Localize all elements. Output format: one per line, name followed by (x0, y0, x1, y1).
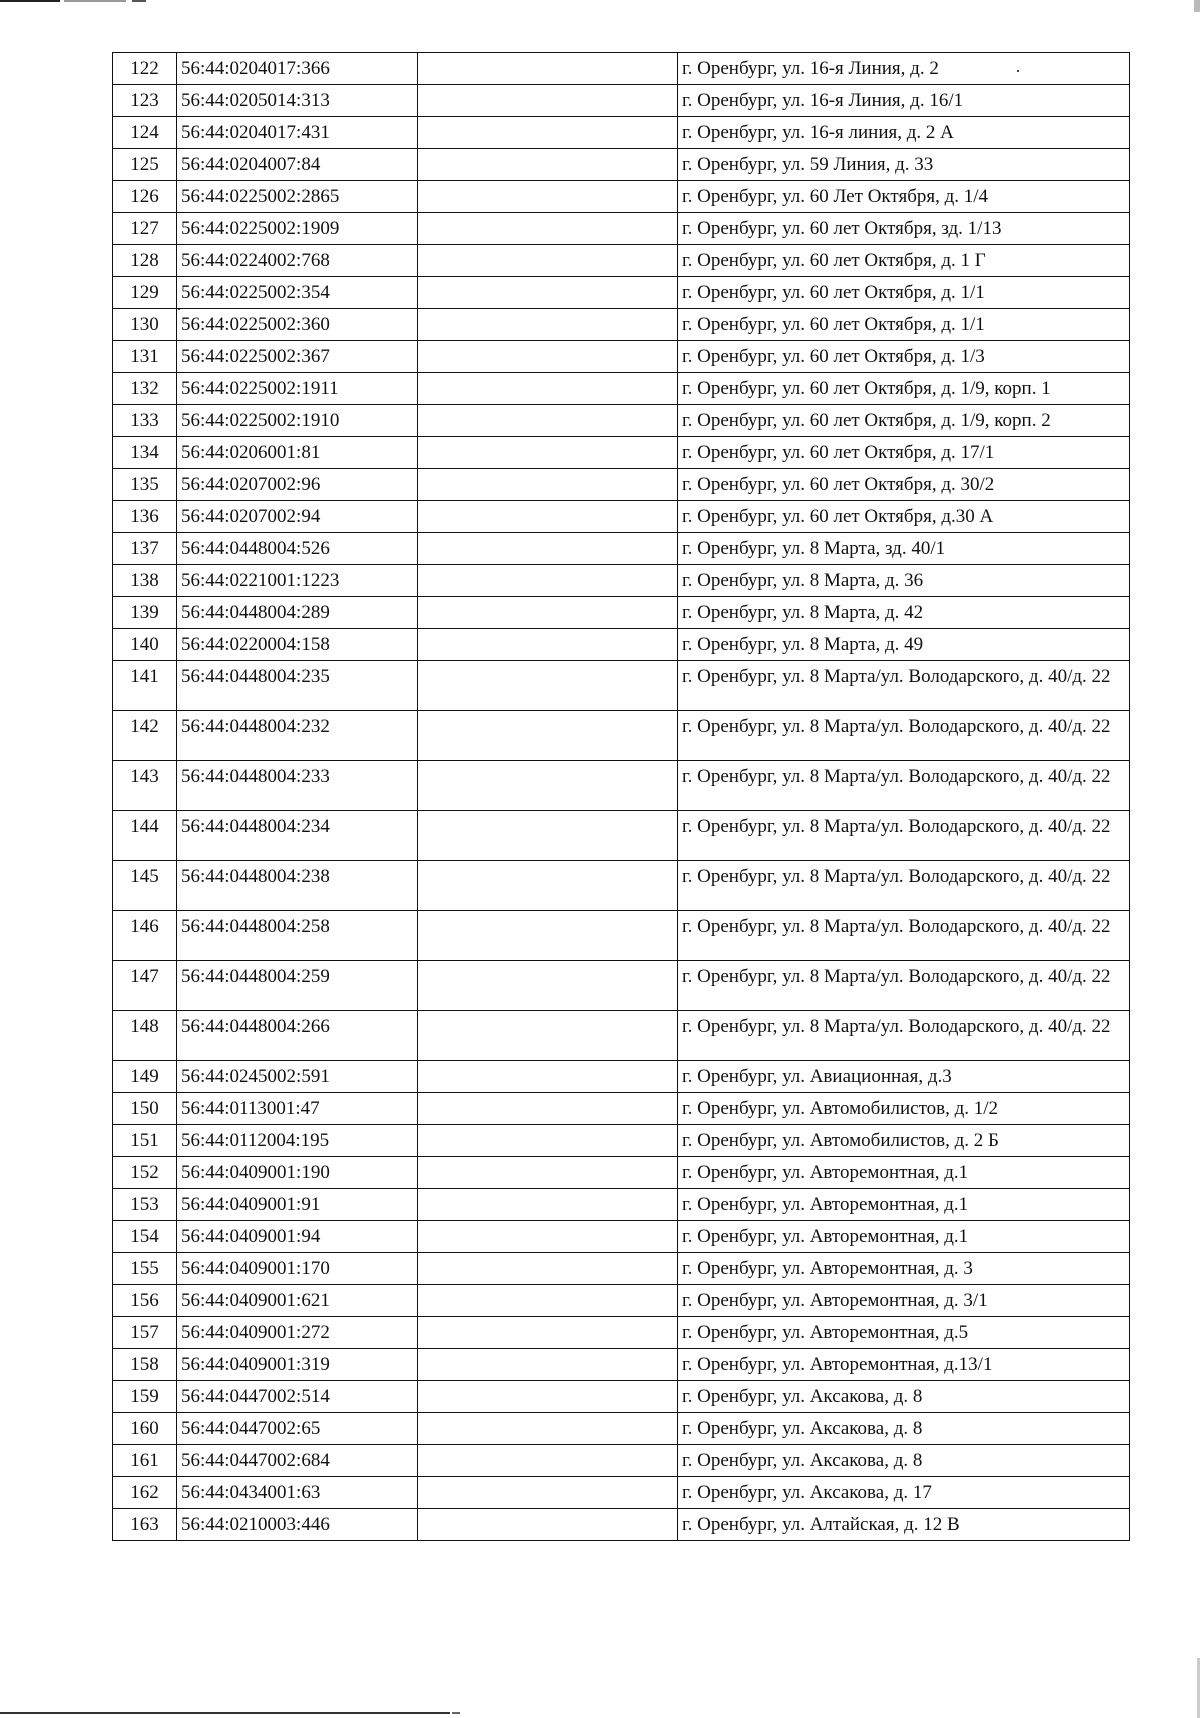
table-row (113, 341, 1130, 373)
row-number-cell: 141 (113, 661, 177, 711)
address-cell: г. Оренбург, ул. Аксакова, д. 8 (678, 1381, 1130, 1413)
table-row (113, 1125, 1130, 1157)
empty-cell (418, 1253, 678, 1285)
empty-cell (418, 373, 678, 405)
table-row (113, 533, 1130, 565)
empty-cell (418, 1221, 678, 1253)
address-cell: г. Оренбург, ул. Автомобилистов, д. 2 Б (678, 1125, 1130, 1157)
address-cell: г. Оренбург, ул. Авторемонтная, д.13/1 (678, 1349, 1130, 1381)
row-number-cell: 140 (113, 629, 177, 661)
empty-cell (418, 811, 678, 861)
address-cell: г. Оренбург, ул. Аксакова, д. 8 (678, 1445, 1130, 1477)
empty-cell (418, 117, 678, 149)
table-row (113, 373, 1130, 405)
cadastral-number-cell: 56:44:0225002:354 (177, 277, 418, 309)
cadastral-number-cell: 56:44:0204007:84 (177, 149, 418, 181)
empty-cell (418, 277, 678, 309)
empty-cell (418, 1011, 678, 1061)
table-row (113, 53, 1130, 85)
address-cell: г. Оренбург, ул. 8 Марта/ул. Володарского, д. 40/д. 22 (678, 911, 1130, 961)
row-number-cell: 143 (113, 761, 177, 811)
address-cell: г. Оренбург, ул. 8 Марта/ул. Володарского, д. 40/д. 22 (678, 861, 1130, 911)
table-row (113, 1093, 1130, 1125)
empty-cell (418, 437, 678, 469)
address-cell: г. Оренбург, ул. Аксакова, д. 8 (678, 1413, 1130, 1445)
address-cell: г. Оренбург, ул. 60 лет Октября, д. 1/9, корп. 2 (678, 405, 1130, 437)
empty-cell (418, 1125, 678, 1157)
empty-cell (418, 1317, 678, 1349)
table-row (113, 501, 1130, 533)
empty-cell (418, 861, 678, 911)
address-cell: г. Оренбург, ул. Авиационная, д.3 (678, 1061, 1130, 1093)
row-number-cell: 144 (113, 811, 177, 861)
table-row (113, 1477, 1130, 1509)
row-number-cell: 134 (113, 437, 177, 469)
address-cell: г. Оренбург, ул. 60 лет Октября, зд. 1/13 (678, 213, 1130, 245)
row-number-cell: 135 (113, 469, 177, 501)
cadastral-number-cell: 56:44:0409001:272 (177, 1317, 418, 1349)
table-row (113, 1349, 1130, 1381)
row-number-cell: 155 (113, 1253, 177, 1285)
row-number-cell: 152 (113, 1157, 177, 1189)
table-row (113, 181, 1130, 213)
table-row (113, 761, 1130, 811)
address-cell: г. Оренбург, ул. Авторемонтная, д. 3/1 (678, 1285, 1130, 1317)
row-number-cell: 154 (113, 1221, 177, 1253)
address-cell: г. Оренбург, ул. 16-я Линия, д. 16/1 (678, 85, 1130, 117)
table-row (113, 213, 1130, 245)
address-cell: г. Оренбург, ул. 60 лет Октября, д.30 А (678, 501, 1130, 533)
row-number-cell: 128 (113, 245, 177, 277)
address-cell: г. Оренбург, ул. 60 лет Октября, д. 1 Г (678, 245, 1130, 277)
address-cell: г. Оренбург, ул. 60 лет Октября, д. 17/1 (678, 437, 1130, 469)
cadastral-number-cell: 56:44:0447002:684 (177, 1445, 418, 1477)
row-number-cell: 148 (113, 1011, 177, 1061)
cadastral-number-cell: 56:44:0207002:94 (177, 501, 418, 533)
cadastral-number-cell: 56:44:0447002:65 (177, 1413, 418, 1445)
empty-cell (418, 501, 678, 533)
empty-cell (418, 1445, 678, 1477)
address-cell: г. Оренбург, ул. 16-я линия, д. 2 А (678, 117, 1130, 149)
empty-cell (418, 341, 678, 373)
address-cell: г. Оренбург, ул. 8 Марта, д. 42 (678, 597, 1130, 629)
address-cell: г. Оренбург, ул. Аксакова, д. 17 (678, 1477, 1130, 1509)
row-number-cell: 151 (113, 1125, 177, 1157)
row-number-cell: 157 (113, 1317, 177, 1349)
cadastral-number-cell: 56:44:0448004:526 (177, 533, 418, 565)
table-row (113, 117, 1130, 149)
scan-edge (0, 0, 60, 2)
cadastral-number-cell: 56:44:0448004:259 (177, 961, 418, 1011)
cadastral-number-cell: 56:44:0204017:366 (177, 53, 418, 85)
table-row (113, 911, 1130, 961)
table-row (113, 1011, 1130, 1061)
address-cell: г. Оренбург, ул. Автомобилистов, д. 1/2 (678, 1093, 1130, 1125)
address-cell: г. Оренбург, ул. Авторемонтная, д.1 (678, 1157, 1130, 1189)
empty-cell (418, 533, 678, 565)
empty-cell (418, 1093, 678, 1125)
table-row (113, 149, 1130, 181)
row-number-cell: 122 (113, 53, 177, 85)
address-cell: г. Оренбург, ул. 60 лет Октября, д. 1/3 (678, 341, 1130, 373)
row-number-cell: 124 (113, 117, 177, 149)
address-cell: г. Оренбург, ул. 60 лет Октября, д. 1/9, корп. 1 (678, 373, 1130, 405)
row-number-cell: 156 (113, 1285, 177, 1317)
row-number-cell: 131 (113, 341, 177, 373)
empty-cell (418, 1061, 678, 1093)
table-row (113, 1061, 1130, 1093)
cadastral-number-cell: 56:44:0204017:431 (177, 117, 418, 149)
empty-cell (418, 629, 678, 661)
cadastral-number-cell: 56:44:0112004:195 (177, 1125, 418, 1157)
empty-cell (418, 309, 678, 341)
address-cell: г. Оренбург, ул. 8 Марта/ул. Володарского, д. 40/д. 22 (678, 811, 1130, 861)
cadastral-number-cell: 56:44:0225002:2865 (177, 181, 418, 213)
table-row (113, 565, 1130, 597)
cadastral-number-cell: 56:44:0210003:446 (177, 1509, 418, 1541)
address-cell: г. Оренбург, ул. 60 лет Октября, д. 30/2 (678, 469, 1130, 501)
table-row (113, 1413, 1130, 1445)
address-cell: г. Оренбург, ул. 16-я Линия, д. 2 (678, 53, 1130, 85)
table-row (113, 597, 1130, 629)
address-cell: г. Оренбург, ул. 8 Марта, д. 49 (678, 629, 1130, 661)
row-number-cell: 149 (113, 1061, 177, 1093)
row-number-cell: 130 (113, 309, 177, 341)
empty-cell (418, 711, 678, 761)
cadastral-number-cell: 56:44:0220004:158 (177, 629, 418, 661)
empty-cell (418, 597, 678, 629)
empty-cell (418, 1477, 678, 1509)
address-cell: г. Оренбург, ул. 8 Марта, зд. 40/1 (678, 533, 1130, 565)
row-number-cell: 132 (113, 373, 177, 405)
address-cell: г. Оренбург, ул. 8 Марта, д. 36 (678, 565, 1130, 597)
cadastral-number-cell: 56:44:0448004:233 (177, 761, 418, 811)
empty-cell (418, 1157, 678, 1189)
row-number-cell: 129 (113, 277, 177, 309)
table-row (113, 245, 1130, 277)
address-cell: г. Оренбург, ул. Авторемонтная, д.1 (678, 1221, 1130, 1253)
cadastral-number-cell: 56:44:0409001:190 (177, 1157, 418, 1189)
empty-cell (418, 213, 678, 245)
empty-cell (418, 911, 678, 961)
table-row (113, 1221, 1130, 1253)
address-cell: г. Оренбург, ул. Авторемонтная, д.5 (678, 1317, 1130, 1349)
address-cell: г. Оренбург, ул. 8 Марта/ул. Володарского, д. 40/д. 22 (678, 711, 1130, 761)
row-number-cell: 147 (113, 961, 177, 1011)
empty-cell (418, 1349, 678, 1381)
cadastral-number-cell: 56:44:0409001:94 (177, 1221, 418, 1253)
row-number-cell: 160 (113, 1413, 177, 1445)
table-row (113, 1253, 1130, 1285)
cadastral-number-cell: 56:44:0206001:81 (177, 437, 418, 469)
cadastral-number-cell: 56:44:0448004:234 (177, 811, 418, 861)
empty-cell (418, 469, 678, 501)
row-number-cell: 127 (113, 213, 177, 245)
cadastral-number-cell: 56:44:0409001:91 (177, 1189, 418, 1221)
table-row (113, 661, 1130, 711)
row-number-cell: 126 (113, 181, 177, 213)
registry-table (112, 52, 1130, 1541)
cadastral-number-cell: 56:44:0448004:232 (177, 711, 418, 761)
cadastral-number-cell: 56:44:0225002:367 (177, 341, 418, 373)
table-row (113, 85, 1130, 117)
cadastral-number-cell: 56:44:0448004:238 (177, 861, 418, 911)
cadastral-number-cell: 56:44:0113001:47 (177, 1093, 418, 1125)
empty-cell (418, 1413, 678, 1445)
row-number-cell: 153 (113, 1189, 177, 1221)
table-row (113, 1317, 1130, 1349)
row-number-cell: 133 (113, 405, 177, 437)
table-row (113, 437, 1130, 469)
row-number-cell: 142 (113, 711, 177, 761)
cadastral-number-cell: 56:44:0245002:591 (177, 1061, 418, 1093)
row-number-cell: 162 (113, 1477, 177, 1509)
cadastral-number-cell: 56:44:0409001:319 (177, 1349, 418, 1381)
table-row (113, 1445, 1130, 1477)
scan-edge (452, 1712, 460, 1714)
empty-cell (418, 1189, 678, 1221)
empty-cell (418, 661, 678, 711)
empty-cell (418, 1509, 678, 1541)
empty-cell (418, 1285, 678, 1317)
cadastral-number-cell: 56:44:0434001:63 (177, 1477, 418, 1509)
cadastral-number-cell: 56:44:0225002:1909 (177, 213, 418, 245)
empty-cell (418, 761, 678, 811)
empty-cell (418, 181, 678, 213)
address-cell: г. Оренбург, ул. Авторемонтная, д. 3 (678, 1253, 1130, 1285)
empty-cell (418, 565, 678, 597)
table-row (113, 1509, 1130, 1541)
table-row (113, 405, 1130, 437)
scan-edge (0, 1712, 450, 1714)
scan-edge (64, 0, 126, 2)
address-cell: г. Оренбург, ул. 60 лет Октября, д. 1/1 (678, 277, 1130, 309)
empty-cell (418, 961, 678, 1011)
row-number-cell: 137 (113, 533, 177, 565)
table-row (113, 861, 1130, 911)
table-row (113, 469, 1130, 501)
table-row (113, 309, 1130, 341)
empty-cell (418, 149, 678, 181)
row-number-cell: 146 (113, 911, 177, 961)
table-row (113, 1189, 1130, 1221)
scan-edge (1194, 0, 1200, 12)
cadastral-number-cell: 56:44:0225002:1910 (177, 405, 418, 437)
cadastral-number-cell: 56:44:0448004:266 (177, 1011, 418, 1061)
row-number-cell: 123 (113, 85, 177, 117)
address-cell: г. Оренбург, ул. 8 Марта/ул. Володарского, д. 40/д. 22 (678, 1011, 1130, 1061)
cadastral-number-cell: 56:44:0448004:289 (177, 597, 418, 629)
cadastral-number-cell: 56:44:0409001:621 (177, 1285, 418, 1317)
table-row (113, 1285, 1130, 1317)
row-number-cell: 161 (113, 1445, 177, 1477)
cadastral-number-cell: 56:44:0448004:258 (177, 911, 418, 961)
table-row (113, 629, 1130, 661)
address-cell: г. Оренбург, ул. 8 Марта/ул. Володарского, д. 40/д. 22 (678, 761, 1130, 811)
empty-cell (418, 1381, 678, 1413)
row-number-cell: 139 (113, 597, 177, 629)
address-cell: г. Оренбург, ул. 8 Марта/ул. Володарского, д. 40/д. 22 (678, 961, 1130, 1011)
empty-cell (418, 53, 678, 85)
table-row (113, 711, 1130, 761)
row-number-cell: 163 (113, 1509, 177, 1541)
address-cell: г. Оренбург, ул. 8 Марта/ул. Володарского, д. 40/д. 22 (678, 661, 1130, 711)
address-cell: г. Оренбург, ул. 59 Линия, д. 33 (678, 149, 1130, 181)
cadastral-number-cell: 56:44:0225002:360 (177, 309, 418, 341)
cadastral-number-cell: 56:44:0448004:235 (177, 661, 418, 711)
row-number-cell: 150 (113, 1093, 177, 1125)
registry-body (113, 53, 1130, 1541)
cadastral-number-cell: 56:44:0224002:768 (177, 245, 418, 277)
address-cell: г. Оренбург, ул. Алтайская, д. 12 В (678, 1509, 1130, 1541)
row-number-cell: 159 (113, 1381, 177, 1413)
empty-cell (418, 405, 678, 437)
address-cell: г. Оренбург, ул. Авторемонтная, д.1 (678, 1189, 1130, 1221)
row-number-cell: 125 (113, 149, 177, 181)
cadastral-number-cell: 56:44:0205014:313 (177, 85, 418, 117)
empty-cell (418, 245, 678, 277)
cadastral-number-cell: 56:44:0409001:170 (177, 1253, 418, 1285)
cadastral-number-cell: 56:44:0221001:1223 (177, 565, 418, 597)
table-row (113, 277, 1130, 309)
empty-cell (418, 85, 678, 117)
cadastral-number-cell: 56:44:0447002:514 (177, 1381, 418, 1413)
row-number-cell: 158 (113, 1349, 177, 1381)
cadastral-number-cell: 56:44:0225002:1911 (177, 373, 418, 405)
address-cell: г. Оренбург, ул. 60 Лет Октября, д. 1/4 (678, 181, 1130, 213)
table-row (113, 1157, 1130, 1189)
row-number-cell: 138 (113, 565, 177, 597)
table-row (113, 961, 1130, 1011)
scan-edge (132, 0, 146, 2)
table-row (113, 811, 1130, 861)
table-row (113, 1381, 1130, 1413)
row-number-cell: 136 (113, 501, 177, 533)
row-number-cell: 145 (113, 861, 177, 911)
cadastral-number-cell: 56:44:0207002:96 (177, 469, 418, 501)
address-cell: г. Оренбург, ул. 60 лет Октября, д. 1/1 (678, 309, 1130, 341)
